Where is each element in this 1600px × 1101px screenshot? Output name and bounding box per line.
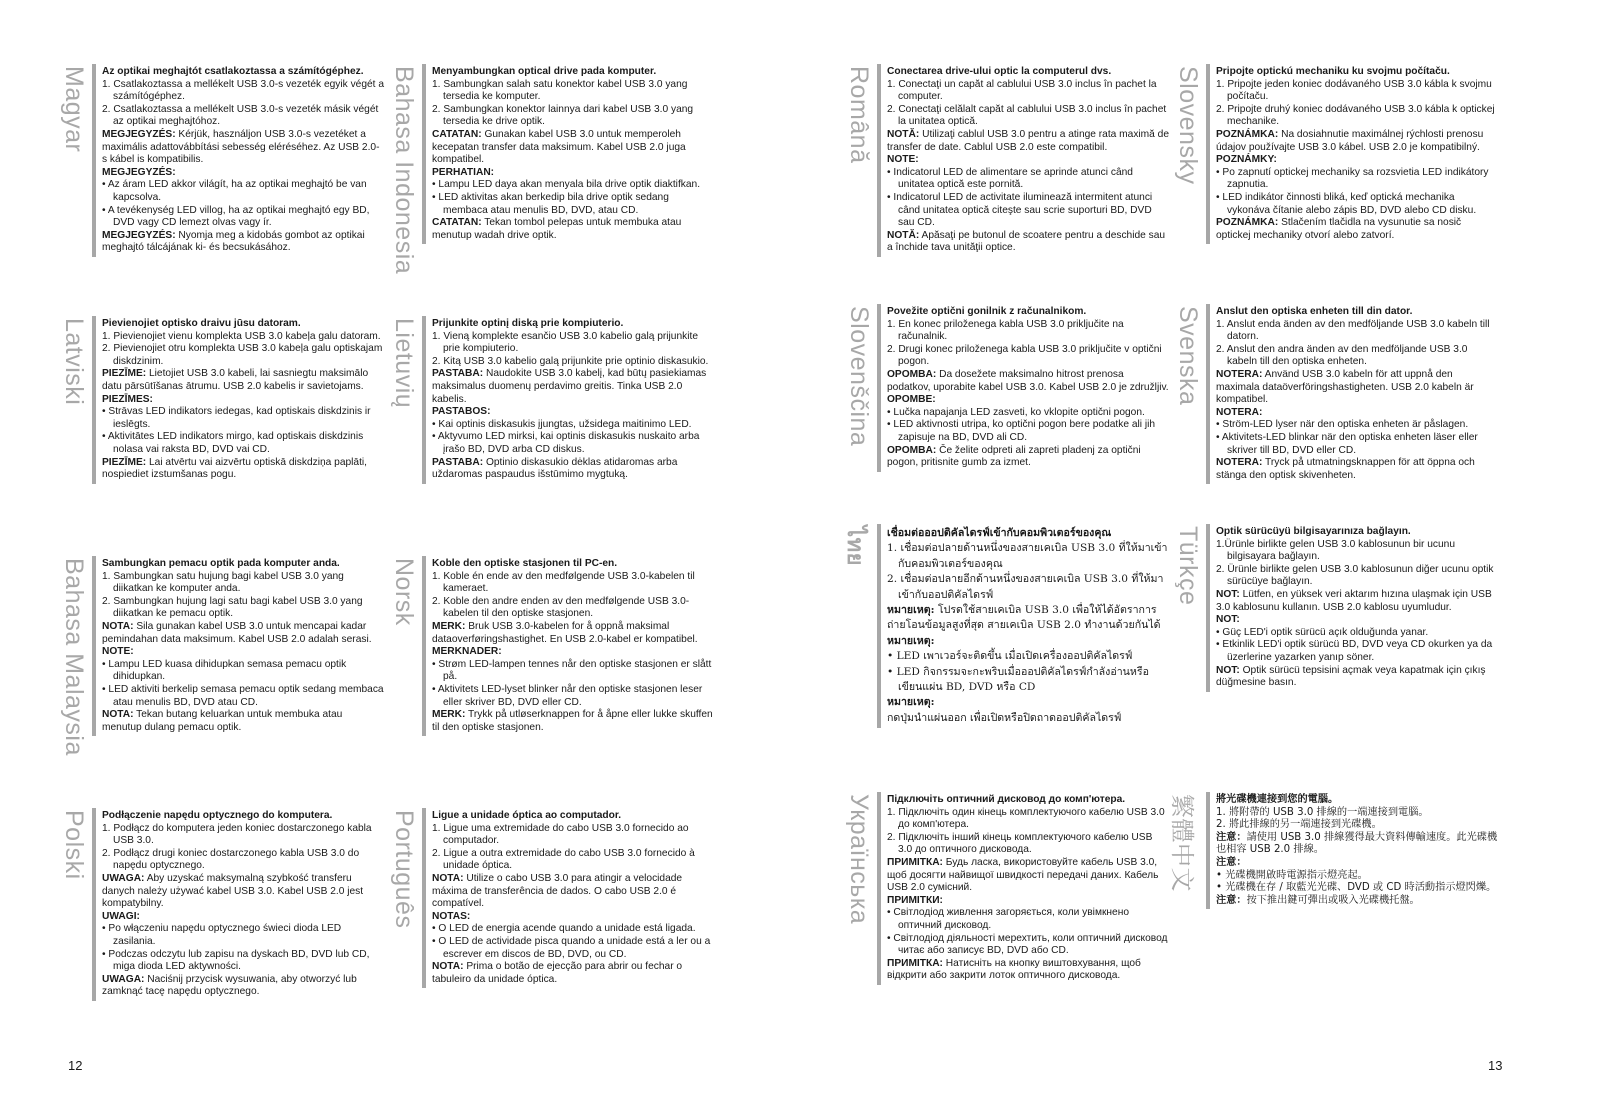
section-turkce — [1174, 526, 1492, 746]
list-item: • Etkinlik LED'i optik sürücü BD, DVD veya CD okurken ya da üzerlerine yazarken yanıp söner. — [1216, 639, 1493, 663]
list-item: 2. Pievienojiet otru komplekta USB 3.0 kabeļa galu optiskajam diskdzinim. — [102, 343, 383, 367]
section-magyar — [60, 66, 384, 286]
section-svenska — [1174, 306, 1492, 526]
list-item: 1. Koble én ende av den medfølgende USB 3.0-kabelen til kameraet. — [432, 570, 695, 595]
notes-heading: NOTE: — [102, 646, 134, 658]
list-item: 1. En konec priloženega kabla USB 3.0 priključite na računalnik. — [887, 318, 1124, 343]
language-label — [390, 558, 426, 778]
note-text: Prima o botão de ejecção para abrir ou fechar o tabuleiro da unidade óptica. — [432, 961, 683, 985]
note-text: Če želite odpreti ali zapreti pladenj za optični pogon, pritisnite gumb za izmet. — [887, 444, 1141, 469]
language-name: ไทย — [843, 526, 868, 566]
section-divider-bar — [422, 64, 426, 244]
section-divider-bar — [92, 64, 96, 257]
note-paragraph — [432, 709, 714, 734]
note-label: NOTERA: — [1216, 368, 1263, 380]
note-label: MEGJEGYZÉS: — [102, 229, 176, 241]
note-paragraph — [1216, 589, 1498, 614]
list-item: • LED aktivnosti utripa, ko optični pogon bere podatke ali jih zapisuje na BD, DVD ali CD. — [887, 419, 1156, 443]
instructions — [1216, 526, 1498, 690]
section-ukrainska — [845, 794, 1168, 1014]
list-item: 2. Podłącz drugi koniec dostarczonego kabla USB 3.0 do napędu optycznego. — [102, 847, 360, 872]
note-paragraph — [1216, 369, 1498, 407]
language-name: Magyar — [60, 66, 88, 153]
notes-heading: PIEZĪMES: — [102, 393, 153, 405]
language-name: Norsk — [390, 558, 418, 626]
note-label: PIEZĪME: — [102, 368, 147, 380]
note-paragraph — [432, 368, 714, 406]
section-title: Podłączenie napędu optycznego do komputera. — [102, 810, 333, 821]
note-text: Gunakan kabel USB 3.0 untuk memperoleh kecepatan transfer data maksimum. Kabel USB 2.0 juga kompatibel. — [432, 128, 686, 166]
section-divider-bar — [877, 64, 881, 257]
notes-heading: 注意： — [1216, 856, 1247, 868]
instructions — [102, 558, 384, 734]
language-name: Slovenščina — [845, 306, 873, 447]
list-item: • Lučka napajanja LED zasveti, ko vklopite optični pogon. — [887, 406, 1145, 418]
note-text: 請使用 USB 3.0 排線獲得最大資料傳輸速度。此光碟機也相容 USB 2.0 排線。 — [1216, 831, 1498, 856]
section-chinese-traditional — [1168, 794, 1498, 1014]
language-name: Latviski — [60, 318, 88, 406]
note-text: Naudokite USB 3.0 kabelį, kad būtų pasiekiamas maksimalus duomenų perdavimo greitis. Tinka USB 2.0 kabelis. — [432, 368, 707, 405]
list-item: 2. Pripojte druhý koniec dodávaného USB 3.0 kábla k optickej mechanike. — [1216, 103, 1495, 128]
language-name: Svenska — [1174, 306, 1202, 406]
section-divider-bar — [1206, 64, 1210, 244]
note-paragraph — [102, 974, 384, 999]
list-item: • Aktivitets LED-lyset blinker når den optiske stasjonen leser eller skriver BD, DVD eller CD. — [432, 683, 703, 708]
notes-heading: หมายเหตุ: — [887, 696, 935, 709]
list-item: • Світлодіод живлення загоряється, коли увімкнено оптичний дисковод. — [887, 907, 1129, 931]
note-label: MERK: — [432, 709, 466, 721]
note-paragraph — [432, 129, 714, 167]
list-item: 1.Ürünle birlikte gelen USB 3.0 kablosunun bir ucunu bilgisayara bağlayın. — [1216, 538, 1455, 563]
section-divider-bar — [1206, 524, 1210, 692]
instructions — [102, 318, 384, 482]
list-item: 2. Ligue a outra extremidade do cabo USB 3.0 fornecido à unidade óptica. — [432, 847, 695, 872]
language-label — [845, 306, 881, 526]
note-paragraph — [102, 368, 384, 393]
instructions — [887, 306, 1169, 470]
note-label: MEGJEGYZÉS: — [102, 128, 176, 140]
note-text: Sila gunakan kabel USB 3.0 untuk mencapai kadar pemindahan data maksimum. Kabel USB 2.0 adalah serasi. — [102, 620, 372, 645]
language-name: Bahasa Indonesia — [390, 66, 418, 275]
notes-heading: NOTAS: — [432, 910, 471, 922]
note-text: Optik sürücü tepsisini açmak veya kapatmak için çıkış düğmesine basın. — [1216, 664, 1486, 689]
section-slovensky — [1174, 66, 1495, 286]
note-label: UWAGA: — [102, 973, 145, 985]
note-paragraph — [102, 709, 384, 734]
section-divider-bar — [422, 808, 426, 988]
note-label: ПРИМІТКА: — [887, 856, 943, 868]
note-label: OPOMBA: — [887, 444, 937, 456]
list-item: 1. Pripojte jeden koniec dodávaného USB 3.0 kábla k svojmu počítaču. — [1216, 78, 1492, 103]
note-paragraph — [887, 369, 1169, 394]
note-label: NOTA: — [432, 872, 464, 884]
language-name: Polski — [60, 810, 88, 880]
section-romana — [845, 66, 1169, 286]
list-item: • Po włączeniu napędu optycznego świeci dioda LED zasilania. — [102, 923, 342, 947]
list-item: 2. เชื่อมต่อปลายอีกด้านหนึ่งของสายเคเบิล USB 3.0 ที่ให้มาเข้ากับออปติคัลไดรฟ์ — [887, 573, 1164, 601]
language-label — [390, 810, 426, 1030]
instructions — [102, 66, 384, 255]
note-text: Utilize o cabo USB 3.0 para atingir a velocidade máxima de transferência de dados. O cabo USB 2.0 é compatível. — [432, 872, 683, 910]
notes-heading: MEGJEGYZÉS: — [102, 166, 176, 178]
section-title: Anslut den optiska enheten till din dator. — [1216, 306, 1413, 317]
note-paragraph — [887, 129, 1169, 154]
list-item: 2. Conectaţi celălalt capăt al cablului USB 3.0 inclus în pachet la unitatea optică. — [887, 103, 1167, 128]
language-label — [390, 318, 426, 538]
instructions — [1216, 794, 1498, 907]
list-item: 2. Drugi konec priloženega kabla USB 3.0 priključite v optični pogon. — [887, 343, 1162, 368]
instructions — [432, 318, 714, 482]
note-label: PIEZĪME: — [102, 456, 147, 468]
note-label: หมายเหตุ: — [887, 604, 935, 617]
note-text: Будь ласка, використовуйте кабель USB 3.0, щоб досягти найвищої швидкості передачі даних. Кабель USB 2.0 сумісний. — [887, 856, 1159, 894]
language-label — [1174, 66, 1210, 286]
section-portugues — [390, 810, 711, 1030]
note-paragraph — [432, 217, 714, 242]
note-paragraph — [102, 457, 384, 482]
note-text: โปรดใช้สายเคเบิล USB 3.0 เพื่อให้ได้อัตราการถ่ายโอนข้อมูลสูงที่สุด สายเคเบิล USB 2.0 ทำงานด้วยกันได้ — [887, 604, 1161, 632]
notes-heading: PERHATIAN: — [432, 166, 495, 178]
list-item: • Kai optinis diskasukis įjungtas, užsidega maitinimo LED. — [432, 418, 692, 430]
note-text: Bruk USB 3.0-kabelen for å oppnå maksimal dataoverføringshastighet. En USB 2.0-kabel er kompatibel. — [432, 620, 698, 645]
list-item: • Lampu LED daya akan menyala bila drive optik diaktifkan. — [432, 179, 701, 191]
list-item: 2. Підключіть інший кінець комплектуючого кабелю USB 3.0 до оптичного дисковода. — [887, 831, 1153, 856]
list-item: • Güç LED'i optik sürücü açık olduğunda yanar. — [1216, 626, 1429, 638]
note-text: Tekan tombol pelepas untuk membuka atau menutup wadah drive optik. — [432, 217, 682, 241]
list-item: • LED aktivitas akan berkedip bila drive optik sedang membaca atau menulis BD, DVD, atau CD. — [432, 191, 669, 216]
note-text: Trykk på utløserknappen for å åpne eller lukke skuffen til den optiske stasjonen. — [432, 709, 713, 733]
note-paragraph — [102, 129, 384, 167]
notes-heading: หมายเหตุ: — [887, 634, 935, 647]
notes-heading: POZNÁMKY: — [1216, 154, 1277, 166]
list-item: • Po zapnutí optickej mechaniky sa rozsvietia LED indikátory zapnutia. — [1216, 166, 1489, 191]
note-text: Tekan butang keluarkan untuk membuka atau menutup dulang pemacu optik. — [102, 709, 343, 733]
language-name: Türkçe — [1174, 526, 1202, 606]
section-title: Conectarea drive-ului optic la computerul dvs. — [887, 66, 1112, 77]
section-title: Optik sürücüyü bilgisayarınıza bağlayın. — [1216, 526, 1411, 537]
list-item: • A tevékenység LED villog, ha az optikai meghajtó egy BD, DVD vagy CD lemezt olvas vagy ír. — [102, 204, 370, 229]
notes-heading: MERKNADER: — [432, 646, 502, 658]
note-paragraph — [102, 230, 384, 255]
notes-heading: NOT: — [1216, 614, 1240, 626]
note-paragraph — [432, 621, 714, 646]
note-text: Натисніть на кнопку виштовхування, щоб відкрити або закрити лоток оптичного дисковода. — [887, 957, 1141, 982]
note-text: Tryck på utmatningsknappen för att öppna och stänga den optisk skivenheten. — [1216, 457, 1475, 481]
note-text: Aby uzyskać maksymalną szybkość transferu danych należy używać kabel USB 3.0. Kabel USB 2.0 jest kompatybilny. — [102, 872, 364, 910]
section-divider-bar — [1206, 792, 1210, 909]
list-item: • O LED de energia acende quando a unidade está ligada. — [432, 923, 696, 935]
note-paragraph — [887, 445, 1169, 470]
section-title: Pievienojiet optisko draivu jūsu datoram. — [102, 318, 301, 329]
language-name: Lietuvių — [390, 318, 418, 409]
section-title: Prijunkite optinį diską prie kompiuterio. — [432, 318, 624, 329]
notes-heading: OPOMBE: — [887, 394, 936, 406]
section-latviski — [60, 318, 383, 538]
section-title: เชื่อมต่อออปติคัลไดรฟ์เข้ากับคอมพิวเตอร์ของคุณ — [887, 527, 1112, 539]
section-norsk — [390, 558, 713, 778]
list-item: 2. Ürünle birlikte gelen USB 3.0 kablosunun diğer ucunu optik sürücüye bağlayın. — [1216, 563, 1494, 588]
language-label — [845, 526, 881, 746]
note-label: POZNÁMKA: — [1216, 217, 1279, 229]
list-item: • 光碟機在存 / 取藍光光碟、DVD 或 CD 時活動指示燈閃爍。 — [1216, 882, 1497, 894]
list-item: • Strøm LED-lampen tennes når den optiske stasjonen er slått på. — [432, 658, 712, 683]
note-text: Utilizaţi cablul USB 3.0 pentru a atinge rata maximă de transfer de date. Cablul USB 2.0 este compatibil. — [887, 128, 1169, 153]
language-label — [1174, 306, 1210, 526]
instructions — [432, 66, 714, 242]
language-name: 繁體中文 — [1168, 794, 1195, 892]
note-label: MERK: — [432, 620, 466, 632]
list-item: • Aktyvumo LED mirksi, kai optinis diskasukis nuskaito arba įrašo BD, DVD arba CD diskus. — [432, 431, 700, 455]
section-title: Підключіть оптичний дисковод до комп'ютера. — [887, 794, 1126, 805]
note-label: NOT: — [1216, 588, 1240, 600]
note-text: Da dosežete maksimalno hitrost prenosa podatkov, uporabite kabel USB 3.0. Kabel USB 2.0 je združljiv. — [887, 368, 1169, 393]
language-name: Slovensky — [1174, 66, 1202, 185]
instructions — [432, 810, 714, 986]
list-item: 1. Csatlakoztassa a mellékelt USB 3.0-s vezeték egyik végét a számítógéphez. — [102, 78, 384, 103]
notes-heading: ПРИМІТКИ: — [887, 894, 943, 906]
notes-heading: UWAGI: — [102, 910, 140, 922]
instructions — [1216, 306, 1498, 482]
paragraph: กดปุ่มนำแผ่นออก เพื่อเปิดหรือปิดถาดออปติคัลไดรฟ์ — [887, 711, 1122, 724]
note-paragraph — [1216, 895, 1498, 908]
note-label: NOTA: — [102, 620, 134, 632]
language-label — [60, 318, 96, 538]
note-text: Använd USB 3.0 kabeln för att uppnå den maximala dataöverföringshastigheten. USB 2.0 kabeln är kompatibel. — [1216, 368, 1474, 406]
language-name: Română — [845, 66, 873, 164]
notes-heading: PASTABOS: — [432, 406, 491, 418]
note-label: POZNÁMKA: — [1216, 128, 1279, 140]
list-item: 1. เชื่อมต่อปลายด้านหนึ่งของสายเคเบิล USB 3.0 ที่ให้มาเข้ากับคอมพิวเตอร์ของคุณ — [887, 542, 1168, 570]
note-paragraph — [1216, 832, 1498, 857]
list-item: 1. Anslut enda änden av den medföljande USB 3.0 kabeln till datorn. — [1216, 318, 1490, 343]
note-text: Lütfen, en yüksek veri aktarım hızına ulaşmak için USB 3.0 kablosunu kullanın. USB 2.0 kablosu uyumludur. — [1216, 588, 1492, 613]
list-item: 2. Sambungkan hujung lagi satu bagi kabel USB 3.0 yang diikatkan ke pemacu optik. — [102, 595, 363, 620]
notes-heading: NOTE: — [887, 154, 919, 166]
list-item: • Indicatorul LED de alimentare se aprinde atunci când unitatea optică este pornită. — [887, 166, 1133, 191]
note-paragraph — [887, 857, 1169, 895]
note-text: Nyomja meg a kidobás gombot az optikai meghajtó tálcájának ki- és becsukásához. — [102, 229, 365, 254]
section-divider-bar — [92, 556, 96, 736]
language-label — [390, 66, 426, 286]
list-item: 1. Ligue uma extremidade do cabo USB 3.0 fornecido ao computador. — [432, 822, 689, 847]
list-item: 2. 將此排線的另一端連接到光碟機。 — [1216, 819, 1382, 831]
note-label: CATATAN: — [432, 217, 482, 229]
list-item: • Podczas odczytu lub zapisu na dyskach BD, DVD lub CD, miga dioda LED aktywności. — [102, 948, 370, 973]
list-item: 1. Sambungkan satu hujung bagi kabel USB 3.0 yang diikatkan ke komputer anda. — [102, 570, 344, 595]
language-name: Português — [390, 810, 418, 929]
note-paragraph — [1216, 129, 1498, 154]
language-name: Bahasa Malaysia — [60, 558, 88, 756]
language-label — [1174, 526, 1210, 746]
notes-heading: NOTERA: — [1216, 406, 1263, 418]
note-label: OPOMBA: — [887, 368, 937, 380]
list-item: • Strāvas LED indikators iedegas, kad optiskais diskdzinis ir ieslēgts. — [102, 406, 371, 430]
instructions — [887, 66, 1169, 255]
section-divider-bar — [877, 304, 881, 472]
list-item: 1. Sambungkan salah satu konektor kabel USB 3.0 yang tersedia ke komputer. — [432, 78, 688, 103]
section-title: 將光碟機連接到您的電腦。 — [1216, 794, 1339, 805]
note-paragraph — [1216, 665, 1498, 690]
note-label: NOTERA: — [1216, 457, 1263, 469]
language-label — [60, 810, 96, 1030]
note-label: ПРИМІТКА: — [887, 957, 943, 969]
section-lietuviu — [390, 318, 708, 538]
section-polski — [60, 810, 378, 1030]
page-number-right: 13 — [1488, 1058, 1503, 1073]
note-paragraph — [887, 603, 1169, 634]
page-number-left: 12 — [68, 1058, 83, 1073]
section-divider-bar — [92, 316, 96, 484]
list-item: • Az áram LED akkor világít, ha az optikai meghajtó be van kapcsolva. — [102, 179, 367, 203]
section-divider-bar — [877, 524, 881, 728]
note-text: Kérjük, használjon USB 3.0-s vezetéket a maximális adattovábbítási sebesség eléréséhez. Az USB 2.0-s kábel is kompatibilis. — [102, 128, 380, 166]
language-label — [60, 558, 96, 778]
list-item: 1. Pievienojiet vienu komplekta USB 3.0 kabeļa galu datoram. — [102, 330, 381, 342]
language-label — [845, 66, 881, 286]
note-label: PASTABA: — [432, 368, 484, 380]
language-name: Українська — [845, 794, 873, 925]
note-label: 注意： — [1216, 894, 1247, 906]
section-title: Pripojte optickú mechaniku ku svojmu počítaču. — [1216, 66, 1450, 77]
instructions — [102, 810, 384, 999]
section-thai — [843, 526, 1168, 746]
section-title: Koble den optiske stasjonen til PC-en. — [432, 558, 618, 569]
note-paragraph — [1216, 217, 1498, 242]
instructions — [887, 526, 1169, 726]
list-item: 1. Vieną komplekte esančio USB 3.0 kabelio galą prijunkite prie kompiuterio. — [432, 330, 698, 355]
note-paragraph — [102, 621, 384, 646]
list-item: 1. 將附帶的 USB 3.0 排線的一端連接到電腦。 — [1216, 806, 1429, 818]
note-label: NOTĂ: — [887, 128, 920, 140]
list-item: • O LED de actividade pisca quando a unidade está a ler ou a escrever em discos de BD, DVD, ou CD. — [432, 935, 711, 960]
section-divider-bar — [422, 316, 426, 484]
section-bahasa-malaysia — [60, 558, 384, 778]
list-item: • Ström-LED lyser när den optiska enheten är påslagen. — [1216, 419, 1469, 431]
note-text: Apăsaţi pe butonul de scoatere pentru a deschide sau a închide tava unităţii optice. — [887, 229, 1166, 254]
note-paragraph — [432, 457, 714, 482]
section-title: Ligue a unidade óptica ao computador. — [432, 810, 622, 821]
section-title: Povežite optični gonilnik z računalnikom. — [887, 306, 1087, 317]
note-label: NOT: — [1216, 664, 1240, 676]
note-text: Optinio diskasukio dėklas atidaromas arba uždaromas paspaudus išstūmimo mygtuką. — [432, 456, 678, 481]
list-item: • LED เพาเวอร์จะติดขึ้น เมื่อเปิดเครื่องออปติคัลไดรฟ์ — [887, 650, 1133, 663]
list-item: 1. Conectaţi un capăt al cablului USB 3.0 inclus în pachet la computer. — [887, 78, 1157, 103]
note-label: 注意： — [1216, 831, 1247, 843]
list-item: • LED aktiviti berkelip semasa pemacu optik sedang membaca atau menulis BD, DVD atau CD. — [102, 683, 384, 708]
note-paragraph — [102, 873, 384, 911]
section-title: Sambungkan pemacu optik pada komputer anda. — [102, 558, 340, 569]
section-title: Menyambungkan optical drive pada komputer. — [432, 66, 657, 77]
note-paragraph — [1216, 457, 1498, 482]
section-bahasa-indonesia — [390, 66, 708, 286]
section-slovenscina — [845, 306, 1169, 526]
note-label: NOTA: — [102, 709, 134, 721]
list-item: • Lampu LED kuasa dihidupkan semasa pemacu optik dihidupkan. — [102, 658, 347, 683]
note-paragraph — [432, 873, 714, 911]
section-divider-bar — [422, 556, 426, 736]
language-label — [1168, 794, 1210, 1014]
note-label: NOTĂ: — [887, 229, 920, 241]
list-item: 2. Koble den andre enden av den medfølgende USB 3.0-kabelen til den optiske stasjonen. — [432, 595, 690, 620]
note-label: UWAGA: — [102, 872, 145, 884]
note-paragraph — [432, 961, 714, 986]
instructions — [432, 558, 714, 734]
note-paragraph — [887, 230, 1169, 255]
section-divider-bar — [877, 792, 881, 985]
section-title: Az optikai meghajtót csatlakoztassa a számítógéphez. — [102, 66, 364, 77]
note-paragraph — [887, 958, 1169, 983]
note-text: Naciśnij przycisk wysuwania, aby otworzyć lub zamknąć tacę napędu optycznego. — [102, 973, 357, 998]
instructions — [1216, 66, 1498, 242]
instructions — [887, 794, 1169, 983]
list-item: • Світлодіод діяльності мерехтить, коли оптичний дисковод читає або записує BD, DVD або CD. — [887, 932, 1168, 957]
list-item: 1. Podłącz do komputera jeden koniec dostarczonego kabla USB 3.0. — [102, 822, 372, 847]
note-text: Lai atvērtu vai aizvērtu optiskā diskdziņa paplāti, nospiediet izstumšanas pogu. — [102, 456, 368, 481]
list-item: 1. Підключіть один кінець комплектуючого кабелю USB 3.0 до комп'ютера. — [887, 806, 1165, 831]
note-label: NOTA: — [432, 961, 464, 973]
section-divider-bar — [1206, 304, 1210, 484]
note-text: Lietojiet USB 3.0 kabeli, lai sasniegtu maksimālo datu pārsūtīšanas ātrumu. USB 2.0 kabelis ir savietojams. — [102, 368, 369, 392]
list-item: • Aktivitātes LED indikators mirgo, kad optiskais diskdzinis nolasa vai raksta BD, DVD vai CD. — [102, 431, 364, 455]
list-item: • LED กิจกรรมจะกะพริบเมื่อออปติคัลไดรฟ์กำลังอ่านหรือเขียนแผ่น BD, DVD หรือ CD — [887, 665, 1149, 694]
list-item: 2. Sambungkan konektor lainnya dari kabel USB 3.0 yang tersedia ke drive optik. — [432, 103, 694, 128]
language-label — [60, 66, 96, 286]
language-label — [845, 794, 881, 1014]
section-divider-bar — [92, 808, 96, 1001]
note-text: Na dosiahnutie maximálnej rýchlosti prenosu údajov používajte USB 3.0 kábel. USB 2.0 je kompatibilný. — [1216, 128, 1484, 153]
list-item: 2. Kitą USB 3.0 kabelio galą prijunkite prie optinio diskasukio. — [432, 355, 709, 367]
note-text: Stlačením tlačidla na vysunutie sa nosič optickej mechaniky otvorí alebo zatvorí. — [1216, 217, 1462, 241]
list-item: • Aktivitets-LED blinkar när den optiska enheten läser eller skriver till BD, DVD eller CD. — [1216, 431, 1478, 456]
note-text: 按下推出鍵可彈出或吸入光碟機托盤。 — [1246, 894, 1420, 906]
list-item: 2. Csatlakoztassa a mellékelt USB 3.0-s vezeték másik végét az optikai meghajtóhoz. — [102, 103, 379, 128]
list-item: • Indicatorul LED de activitate iluminează intermitent atunci când unitatea optică citeşte sau scrie suporturi BD, DVD sau CD. — [887, 191, 1153, 229]
list-item: 2. Anslut den andra änden av den medföljande USB 3.0 kabeln till den optiska enheten. — [1216, 343, 1468, 368]
note-label: PASTABA: — [432, 456, 484, 468]
list-item: • 光碟機開啟時電源指示燈亮起。 — [1216, 869, 1368, 881]
list-item: • LED indikátor činnosti bliká, keď optická mechanika vykonáva čítanie alebo zápis BD, DVD alebo CD disku. — [1216, 191, 1477, 216]
note-label: CATATAN: — [432, 128, 482, 140]
